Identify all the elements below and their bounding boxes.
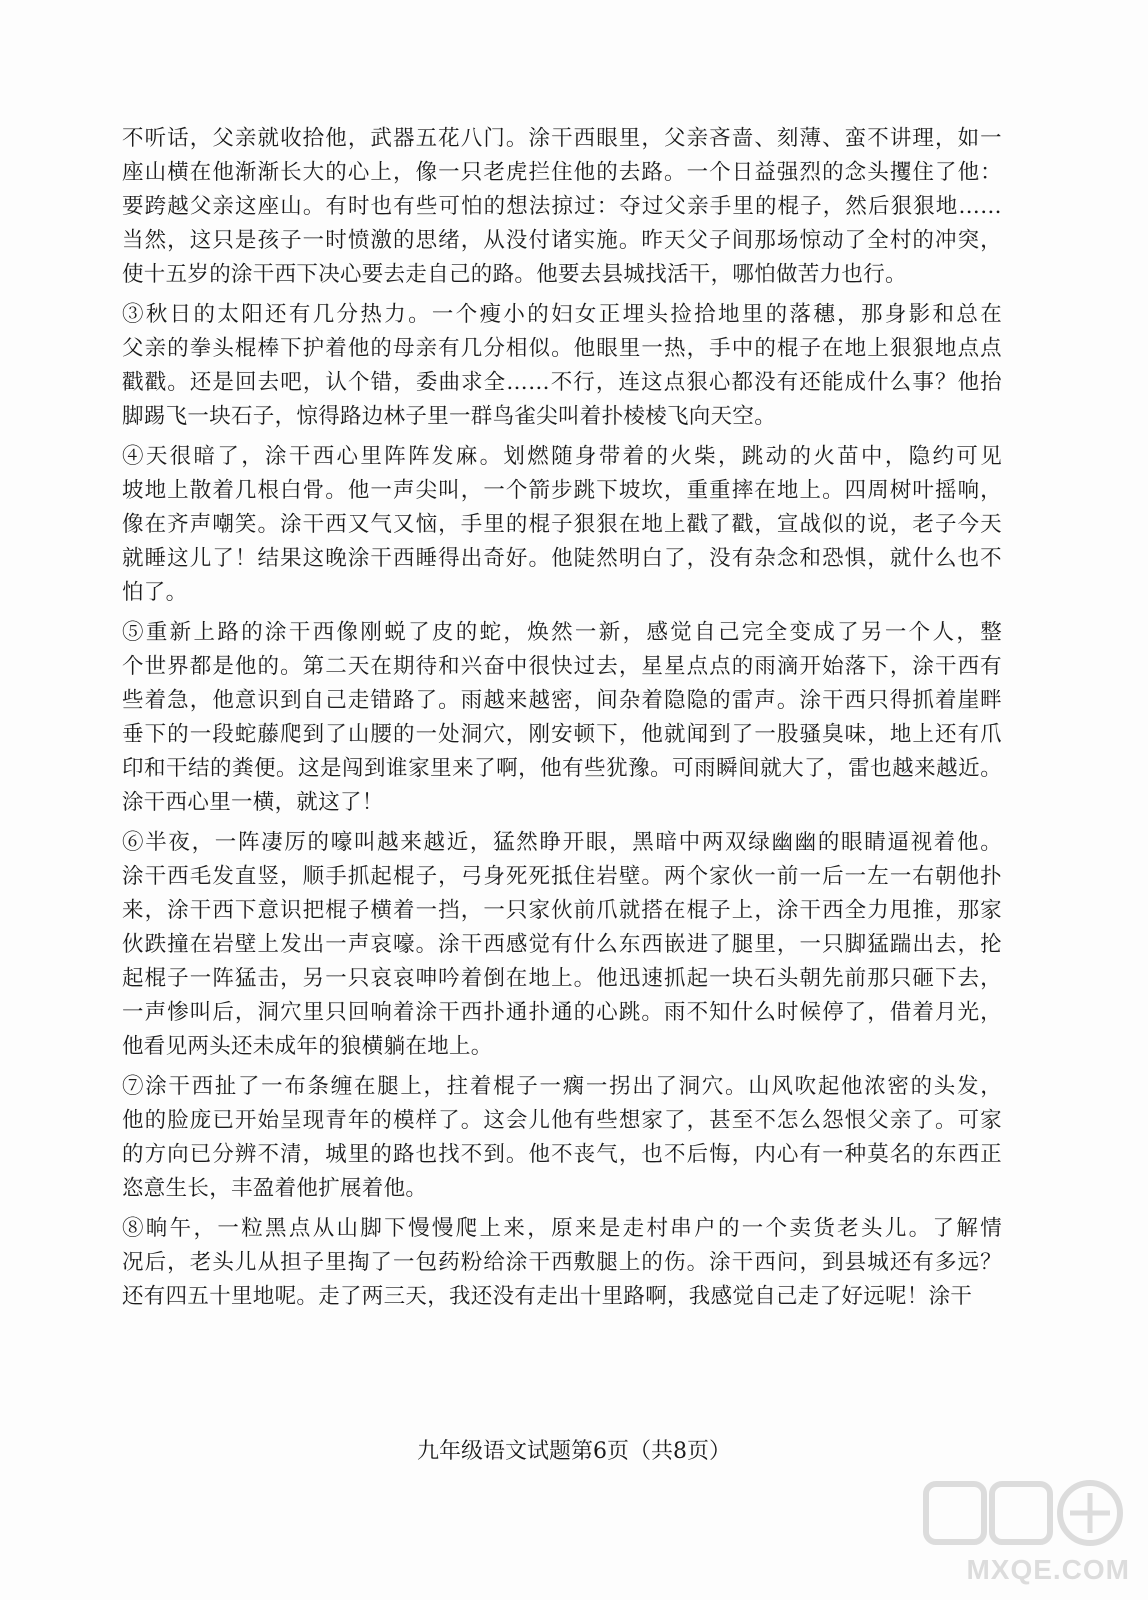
text-line: 起棍子一阵猛击，另一只哀哀呻吟着倒在地上。他迅速抓起一块石头朝先前那只砸下去， — [122, 966, 1002, 991]
text-line: 些着急，他意识到自己走错路了。雨越来越密，间杂着隐隐的雷声。涂干西只得抓着崖畔 — [122, 688, 1002, 713]
text-line: ⑧晌午，一粒黑点从山脚下慢慢爬上来，原来是走村串户的一个卖货老头儿。了解情 — [122, 1216, 1002, 1241]
text-line: 他看见两头还未成年的狼横躺在地上。 — [122, 1034, 493, 1059]
paragraph — [122, 1212, 1002, 1314]
answer-circle-logo-icon — [920, 1476, 1130, 1556]
paragraph — [122, 122, 1002, 292]
paragraph — [122, 826, 1002, 1064]
text-line: ⑤重新上路的涂干西像刚蜕了皮的蛇，焕然一新，感觉自己完全变成了另一个人，整 — [122, 620, 1002, 645]
text-line: 垂下的一段蛇藤爬到了山腰的一处洞穴，刚安顿下，他就闻到了一股骚臭味，地上还有爪 — [122, 722, 1002, 747]
text-line: 就睡这儿了！结果这晚涂干西睡得出奇好。他陡然明白了，没有杂念和恐惧，就什么也不 — [122, 546, 1002, 571]
text-line: 的方向已分辨不清，城里的路也找不到。他不丧气，也不后悔，内心有一种莫名的东西正 — [122, 1142, 1002, 1167]
text-line: 涂干西心里一横，就这了！ — [122, 790, 384, 815]
text-line: 像在齐声嘲笑。涂干西又气又恼，手里的棍子狠狠在地上戳了戳，宣战似的说，老子今天 — [122, 512, 1002, 537]
paragraph — [122, 298, 1002, 434]
text-line: ⑦涂干西扯了一布条缠在腿上，拄着棍子一瘸一拐出了洞穴。山风吹起他浓密的头发， — [122, 1074, 1002, 1099]
text-line: 印和干结的粪便。这是闯到谁家里来了啊，他有些犹豫。可雨瞬间就大了，雷也越来越近。 — [122, 756, 1002, 781]
watermark-text: MXQE.COM — [966, 1554, 1130, 1585]
text-line: ③秋日的太阳还有几分热力。一个瘦小的妇女正埋头捡拾地里的落穗，那身影和总在 — [122, 302, 1002, 327]
text-line: 父亲的拳头棍棒下护着他的母亲有几分相似。他眼里一热，手中的棍子在地上狠狠地点点 — [122, 336, 1002, 361]
text-line: 要跨越父亲这座山。有时也有些可怕的想法掠过：夺过父亲手里的棍子，然后狠狠地…… — [122, 194, 1002, 219]
paragraph — [122, 440, 1002, 610]
text-line: ⑥半夜，一阵凄厉的嚎叫越来越近，猛然睁开眼，黑暗中两双绿幽幽的眼睛逼视着他。 — [122, 830, 1002, 855]
text-line: 怕了。 — [122, 580, 188, 605]
text-line: 坡地上散着几根白骨。他一声尖叫，一个箭步跳下坡坎，重重摔在地上。四周树叶摇响， — [122, 478, 1002, 503]
text-line: 他的脸庞已开始呈现青年的模样了。这会儿他有些想家了，甚至不怎么怨恨父亲了。可家 — [122, 1108, 1002, 1133]
text-line: 戳戳。还是回去吧，认个错，委曲求全……不行，连这点狠心都没有还能成什么事？他抬 — [122, 370, 1002, 395]
text-line: 涂干西毛发直竖，顺手抓起棍子，弓身死死抵住岩壁。两个家伙一前一后一左一右朝他扑 — [122, 864, 1002, 889]
text-line: 恣意生长，丰盈着他扩展着他。 — [122, 1176, 428, 1201]
paragraph — [122, 616, 1002, 820]
text-line: 还有四五十里地呢。走了两三天，我还没有走出十里路啊，我感觉自己走了好远呢！涂干 — [122, 1284, 973, 1309]
text-line: 一声惨叫后，洞穴里只回响着涂干西扑通扑通的心跳。雨不知什么时候停了，借着月光， — [122, 1000, 1002, 1025]
text-line: 个世界都是他的。第二天在期待和兴奋中很快过去，星星点点的雨滴开始落下，涂干西有 — [122, 654, 1002, 679]
watermark — [920, 1476, 1130, 1586]
reading-passage — [122, 122, 1002, 1320]
text-line: 使十五岁的涂干西下决心要去走自己的路。他要去县城找活干，哪怕做苦力也行。 — [122, 262, 907, 287]
page-footer: 九年级语文试题第6页（共8页） — [417, 1439, 731, 1464]
paragraph — [122, 1070, 1002, 1206]
text-line: 来，涂干西下意识把棍子横着一挡，一只家伙前爪就搭在棍子上，涂干西全力甩推，那家 — [122, 898, 1002, 923]
text-line: 座山横在他渐渐长大的心上，像一只老虎拦住他的去路。一个日益强烈的念头攫住了他： — [122, 160, 1002, 185]
text-line: 伙跌撞在岩壁上发出一声哀嚎。涂干西感觉有什么东西嵌进了腿里，一只脚猛踹出去，抡 — [122, 932, 1002, 957]
text-line: 脚踢飞一块石子，惊得路边林子里一群鸟雀尖叫着扑棱棱飞向天空。 — [122, 404, 777, 429]
text-line: 不听话，父亲就收拾他，武器五花八门。涂干西眼里，父亲吝啬、刻薄、蛮不讲理，如一 — [122, 126, 1002, 151]
text-line: 况后，老头儿从担子里掏了一包药粉给涂干西敷腿上的伤。涂干西问，到县城还有多远？ — [122, 1250, 1002, 1275]
text-line: 当然，这只是孩子一时愤激的思绪，从没付诸实施。昨天父子间那场惊动了全村的冲突， — [122, 228, 1002, 253]
text-line: ④天很暗了，涂干西心里阵阵发麻。划燃随身带着的火柴，跳动的火苗中，隐约可见 — [122, 444, 1002, 469]
